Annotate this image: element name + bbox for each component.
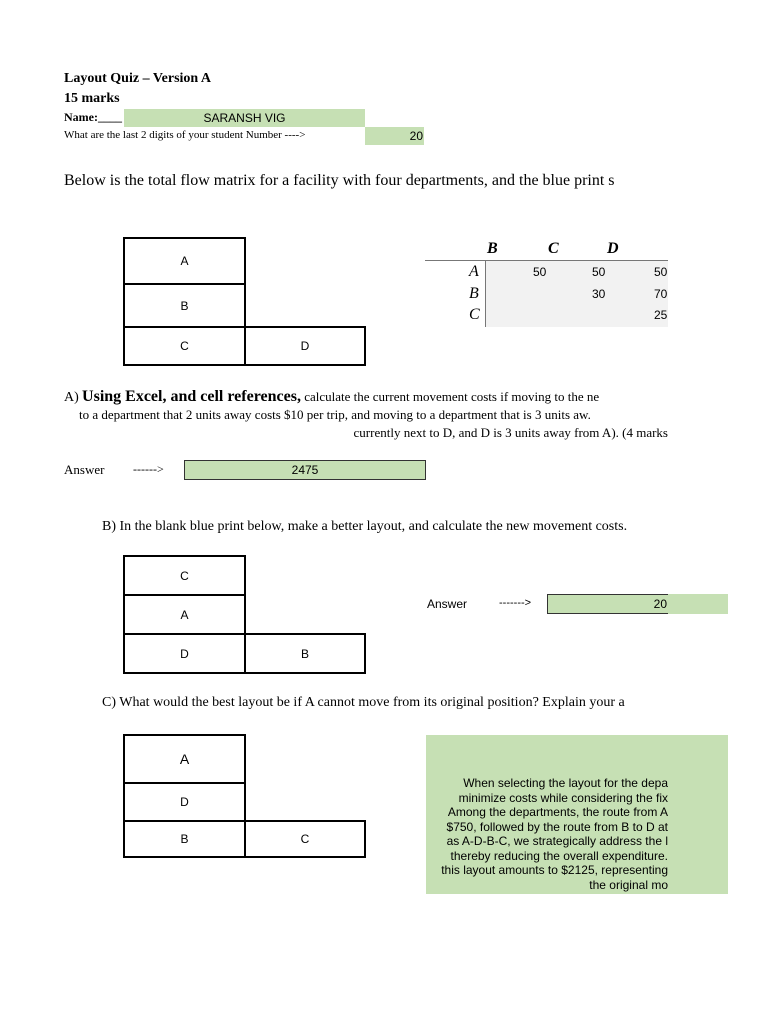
layout-c-cell-a[interactable]: A [123, 734, 246, 784]
layout-b-cell-d[interactable]: D [123, 633, 246, 674]
student-number-prompt: What are the last 2 digits of your student Number ----> [64, 129, 306, 141]
quiz-marks: 15 marks [64, 91, 120, 106]
explanation-line: this layout amounts to $2125, representing [441, 863, 668, 877]
explanation-line: $750, followed by the route from B to D at [446, 819, 668, 834]
explanation-line: Among the departments, the route from A [447, 805, 668, 819]
layout-b-cell-a[interactable]: A [123, 594, 246, 635]
question-c-text: C) What would the best layout be if A cannot move from its original position? Explain your a [102, 695, 625, 710]
answer-a-field[interactable]: 2475 [184, 460, 426, 480]
matrix-value: 70 [654, 287, 668, 301]
name-label: Name:____ [64, 110, 122, 124]
matrix-row-label: C [469, 306, 480, 323]
layout-cell-d: D [244, 326, 366, 366]
answer-b-label: Answer [427, 597, 468, 611]
explanation-line: When selecting the layout for the depa [463, 776, 668, 790]
matrix-shade [486, 261, 668, 327]
answer-b-arrow: -------> [499, 597, 532, 609]
intro-text: Below is the total flow matrix for a facility with four departments, and the blue print s [64, 172, 615, 189]
question-a-letter: A) [64, 390, 79, 405]
answer-a-arrow: ------> [133, 462, 164, 476]
explanation-box-ext [668, 735, 728, 894]
question-a-line3-text: currently next to D, and D is 3 units away from A). (4 marks [353, 425, 668, 440]
quiz-title: Layout Quiz – Version A [64, 71, 212, 86]
layout-c-cell-b[interactable]: B [123, 820, 246, 858]
matrix-value: 30 [592, 287, 606, 301]
layout-b-cell-c[interactable]: C [123, 555, 246, 596]
layout-cell-a: A [123, 237, 246, 285]
matrix-row-label: B [469, 285, 479, 302]
matrix-value: 50 [533, 265, 547, 279]
layout-cell-c: C [123, 326, 246, 366]
explanation-line: thereby reducing the overall expenditure. [450, 848, 668, 863]
question-a-line3 [64, 425, 668, 441]
matrix-col-header: B [487, 240, 498, 257]
question-a-rest: calculate the current movement costs if moving to the ne [300, 389, 600, 404]
answer-b-field-ext [668, 594, 728, 614]
explanation-box[interactable] [426, 735, 668, 894]
matrix-value: 50 [592, 265, 606, 279]
question-a-bold: Using Excel, and cell references, [82, 388, 301, 405]
layout-cell-b: B [123, 283, 246, 328]
name-field[interactable]: SARANSH VIG [124, 109, 365, 127]
question-a-line2: to a department that 2 units away costs $10 per trip, and moving to a department that is 3 units aw. [79, 407, 591, 422]
explanation-line: minimize costs while considering the fix [458, 790, 668, 805]
layout-b-cell-b[interactable]: B [244, 633, 366, 674]
matrix-col-header: D [607, 240, 619, 257]
explanation-line: as A-D-B-C, we strategically address the l [446, 834, 668, 848]
explanation-line: the original mo [589, 877, 668, 892]
matrix-row-label: A [469, 263, 479, 280]
layout-c-cell-d[interactable]: D [123, 782, 246, 822]
matrix-value: 50 [654, 265, 668, 279]
answer-a-label: Answer [64, 462, 105, 477]
question-b-text: B) In the blank blue print below, make a better layout, and calculate the new movement costs. [102, 519, 628, 534]
answer-b-field[interactable]: 20 [547, 594, 668, 614]
layout-c-cell-c[interactable]: C [244, 820, 366, 858]
matrix-col-header: C [548, 240, 559, 257]
student-number-field[interactable]: 20 [365, 127, 424, 145]
matrix-value: 25 [654, 308, 668, 322]
question-a-line1 [64, 388, 668, 406]
